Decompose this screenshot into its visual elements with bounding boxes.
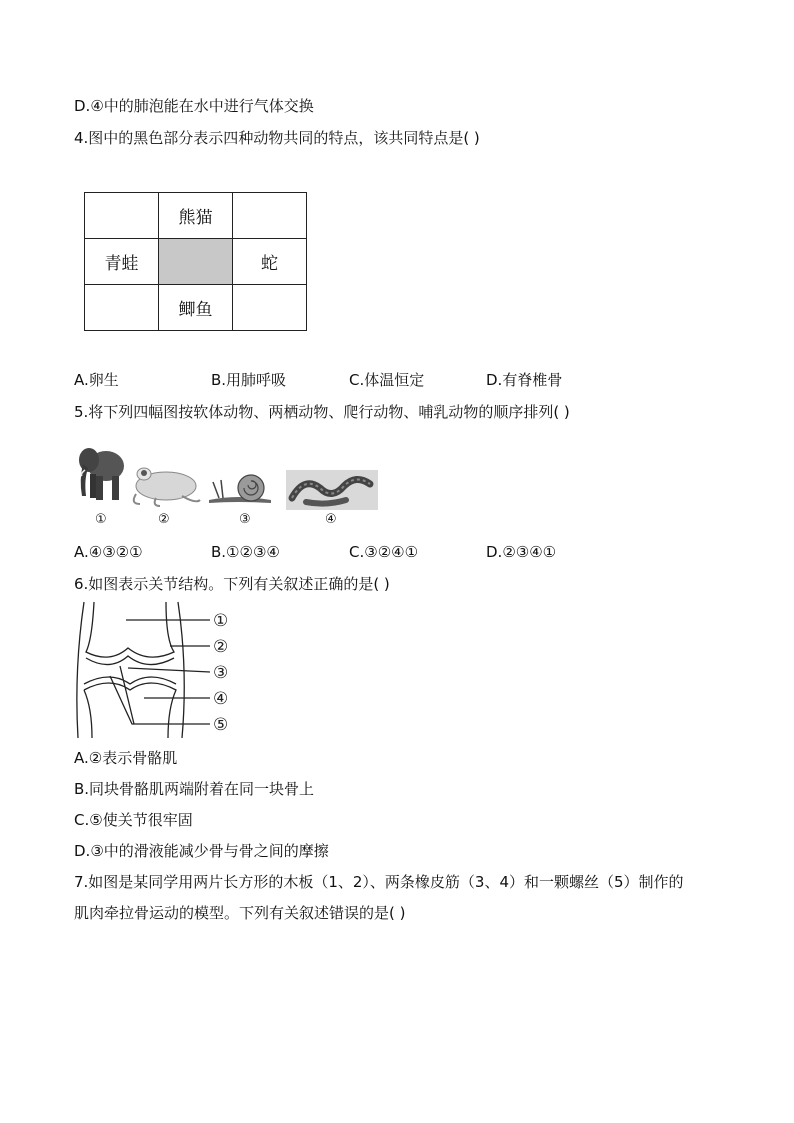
q5-option-d: D.②③④① — [486, 543, 557, 561]
joint-label-3: ③ — [213, 663, 229, 683]
joint-label-4: ④ — [213, 689, 229, 709]
elephant-image — [76, 440, 128, 504]
grid-bottom-cell: 鲫鱼 — [159, 285, 233, 331]
grid-left-cell: 青蛙 — [85, 239, 159, 285]
q6-option-d: D.③中的滑液能减少骨与骨之间的摩擦 — [74, 842, 329, 860]
grid-top-cell: 熊猫 — [159, 193, 233, 239]
frog-image — [126, 460, 206, 508]
q6-stem: 6.如图表示关节结构。下列有关叙述正确的是( ) — [74, 575, 390, 593]
q3-option-d: D.④中的肺泡能在水中进行气体交换 — [74, 97, 314, 115]
q7-stem-line1: 7.如图是某同学用两片长方形的木板（1、2）、两条橡皮筋（3、4）和一颗螺丝（5）制作的 — [74, 873, 684, 891]
q4-stem: 4.图中的黑色部分表示四种动物共同的特点，该共同特点是( ) — [74, 129, 480, 147]
q7-stem-line2: 肌肉牵拉骨运动的模型。下列有关叙述错误的是( ) — [74, 904, 406, 922]
q6-option-a: A.②表示骨骼肌 — [74, 749, 178, 767]
joint-label-2: ② — [213, 637, 229, 657]
joint-label-5: ⑤ — [213, 715, 229, 735]
q4-option-d: D.有脊椎骨 — [486, 371, 563, 389]
snake-image — [286, 470, 378, 510]
q4-option-a: A.卵生 — [74, 371, 119, 389]
q5-caption-4: ④ — [325, 512, 337, 527]
q5-option-a: A.④③②① — [74, 543, 143, 561]
snail-image — [207, 470, 277, 506]
q5-option-b: B.①②③④ — [211, 543, 280, 561]
q5-option-c: C.③②④① — [349, 543, 419, 561]
q6-option-c: C.⑤使关节很牢固 — [74, 811, 193, 829]
q6-option-b: B.同块骨骼肌两端附着在同一块骨上 — [74, 780, 315, 798]
joint-label-1: ① — [213, 611, 229, 631]
q4-option-c: C.体温恒定 — [349, 371, 425, 389]
q4-option-b: B.用肺呼吸 — [211, 371, 287, 389]
grid-right-cell: 蛇 — [233, 239, 307, 285]
q5-stem: 5.将下列四幅图按软体动物、两栖动物、爬行动物、哺乳动物的顺序排列( ) — [74, 403, 570, 421]
q5-caption-1: ① — [95, 512, 107, 527]
joint-diagram — [70, 600, 240, 740]
q5-caption-2: ② — [158, 512, 170, 527]
grid-shared-cell — [159, 239, 233, 285]
q4-venn-grid — [84, 192, 307, 331]
q5-caption-3: ③ — [239, 512, 251, 527]
